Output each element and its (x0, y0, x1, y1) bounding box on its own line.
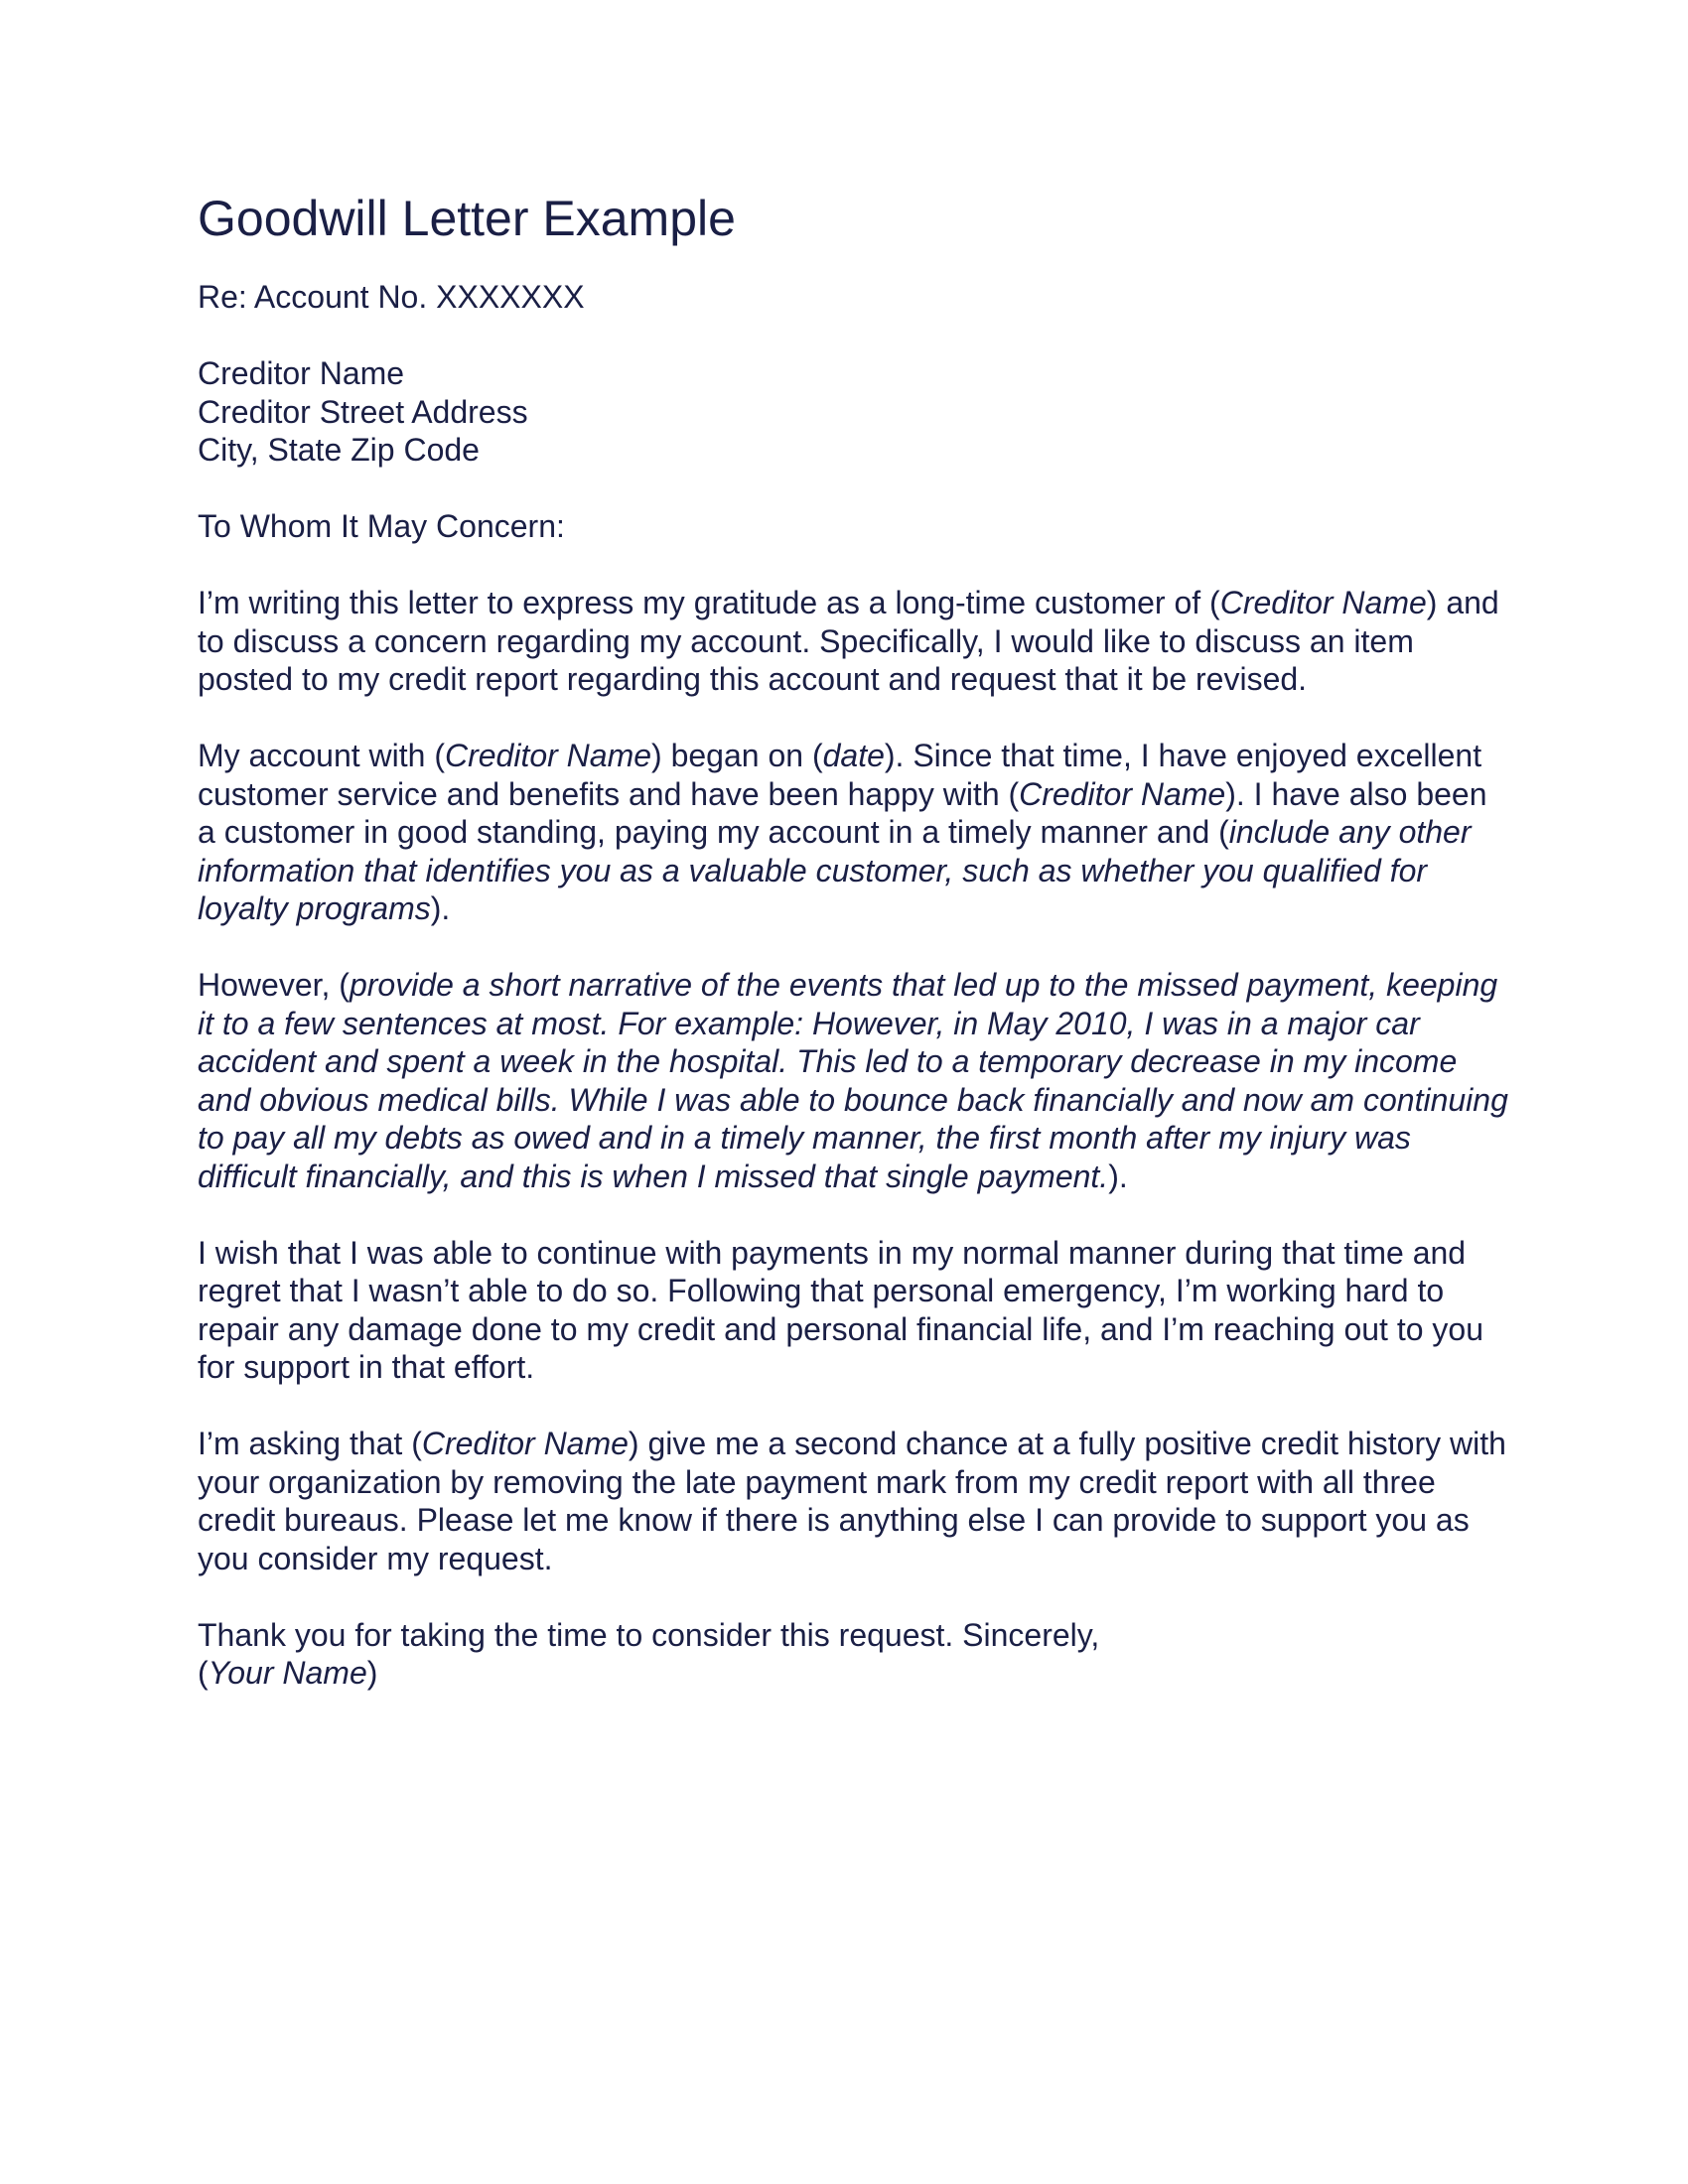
paragraph-4: I wish that I was able to continue with payments in my normal manner during that time and regret that I wasn’t able to do so. Following that personal emergency, I’m working hard to repair any damage done to my credit and personal financial life, and I’m reaching out to you for support in that effort. (198, 1234, 1483, 1385)
p2-text-i: ). (430, 890, 451, 926)
salutation: To Whom It May Concern: (198, 508, 565, 544)
p2-date: date (822, 738, 885, 773)
p2-instruction: include any other information that identifies you as a valuable customer, such as whether you qualified for loyalty programs (198, 814, 1472, 926)
p2-creditor-name-1: Creditor Name (444, 738, 652, 773)
p1-text-c: ) and to discuss a concern regarding my account. Specifically, I would like to discuss an item posted to my credit report regarding this account and request that it be revised. (198, 585, 1499, 697)
p3-text-a: However, ( (198, 967, 350, 1003)
re-line: Re: Account No. XXXXXXX (198, 279, 585, 315)
p5-text-c: ) give me a second chance at a fully positive credit history with your organization by removing the late payment mark from my credit report with all three credit bureaus. Please let me know if there is anything else I can provide to support you as you consider my request. (198, 1426, 1506, 1576)
address-line-2: Creditor Street Address (198, 393, 528, 430)
closing: Thank you for taking the time to consider this request. Sincerely, (198, 1616, 1100, 1653)
p5-creditor-name: Creditor Name (421, 1426, 629, 1461)
signature (198, 1654, 1508, 1693)
p5-text-a: I’m asking that ( (198, 1426, 422, 1461)
paragraph-1 (198, 584, 1508, 699)
p2-text-e: ). Since that time, I have enjoyed excellent customer service and benefits and have been happy with ( (198, 738, 1482, 812)
closing-block (198, 1616, 1508, 1693)
address-line-1: Creditor Name (198, 355, 405, 391)
p3-text-c: ). (1108, 1158, 1128, 1194)
p3-narrative: provide a short narrative of the events that led up to the missed payment, keeping it to a few sentences at most. For example: However, in May 2010, I was in a major car accident and spent a week in the hospital. This led to a temporary decrease in my income and obvious medical bills. While I was able to bounce back financially and now am continuing to pay all my debts as owed and in a timely manner, the first month after my injury was difficult financially, and this is when I missed that single payment. (198, 967, 1508, 1194)
p1-text-a: I’m writing this letter to express my gratitude as a long-time customer of ( (198, 585, 1220, 620)
paragraph-5 (198, 1425, 1508, 1577)
letter-page (198, 189, 1508, 1693)
p2-creditor-name-2: Creditor Name (1019, 775, 1226, 812)
paragraph-3 (198, 966, 1508, 1195)
creditor-address (198, 354, 1508, 470)
p2-text-g: ). I have also been a customer in good standing, paying my account in a timely manner and ( (198, 775, 1487, 850)
paragraph-2 (198, 737, 1508, 928)
signature-name: Your Name (208, 1655, 367, 1691)
signature-close: ) (366, 1655, 378, 1691)
address-line-3: City, State Zip Code (198, 432, 480, 468)
signature-open: ( (198, 1655, 209, 1691)
p2-text-a: My account with ( (198, 738, 445, 773)
p2-text-c: ) began on ( (651, 738, 823, 773)
document-title: Goodwill Letter Example (198, 191, 736, 246)
p1-creditor-name: Creditor Name (1219, 585, 1427, 620)
